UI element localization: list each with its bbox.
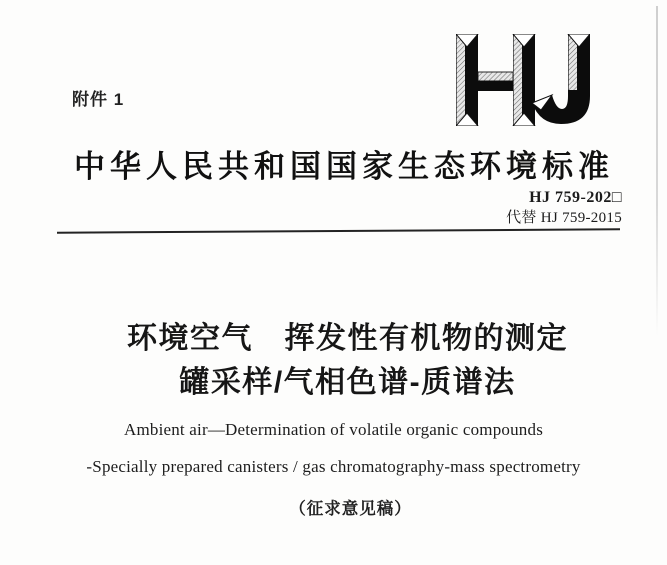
- header-rule-line: [57, 228, 620, 234]
- scan-edge-artifact: [656, 6, 658, 336]
- title-chinese-line1: 环境空气 挥发性有机物的测定: [127, 322, 568, 355]
- attachment-label: 附件 1: [72, 90, 125, 109]
- title-english-line2: -Specially prepared canisters / gas chromatography-mass spectrometry: [86, 457, 581, 476]
- standard-number: HJ 759-202□: [529, 189, 622, 206]
- standard-number-block: [506, 188, 622, 228]
- hj-ministry-logo-icon: [456, 34, 590, 126]
- replaces-note: 代替 HJ 759-2015: [506, 210, 622, 226]
- title-english-line1: Ambient air—Determination of volatile organic compounds: [123, 420, 544, 439]
- title-chinese-line2: 罐采样/气相色谱-质谱法: [179, 366, 516, 399]
- draft-for-comments-note: （征求意见稿）: [289, 500, 412, 518]
- standard-heading: 中华人民共和国国家生态环境标准: [74, 149, 614, 184]
